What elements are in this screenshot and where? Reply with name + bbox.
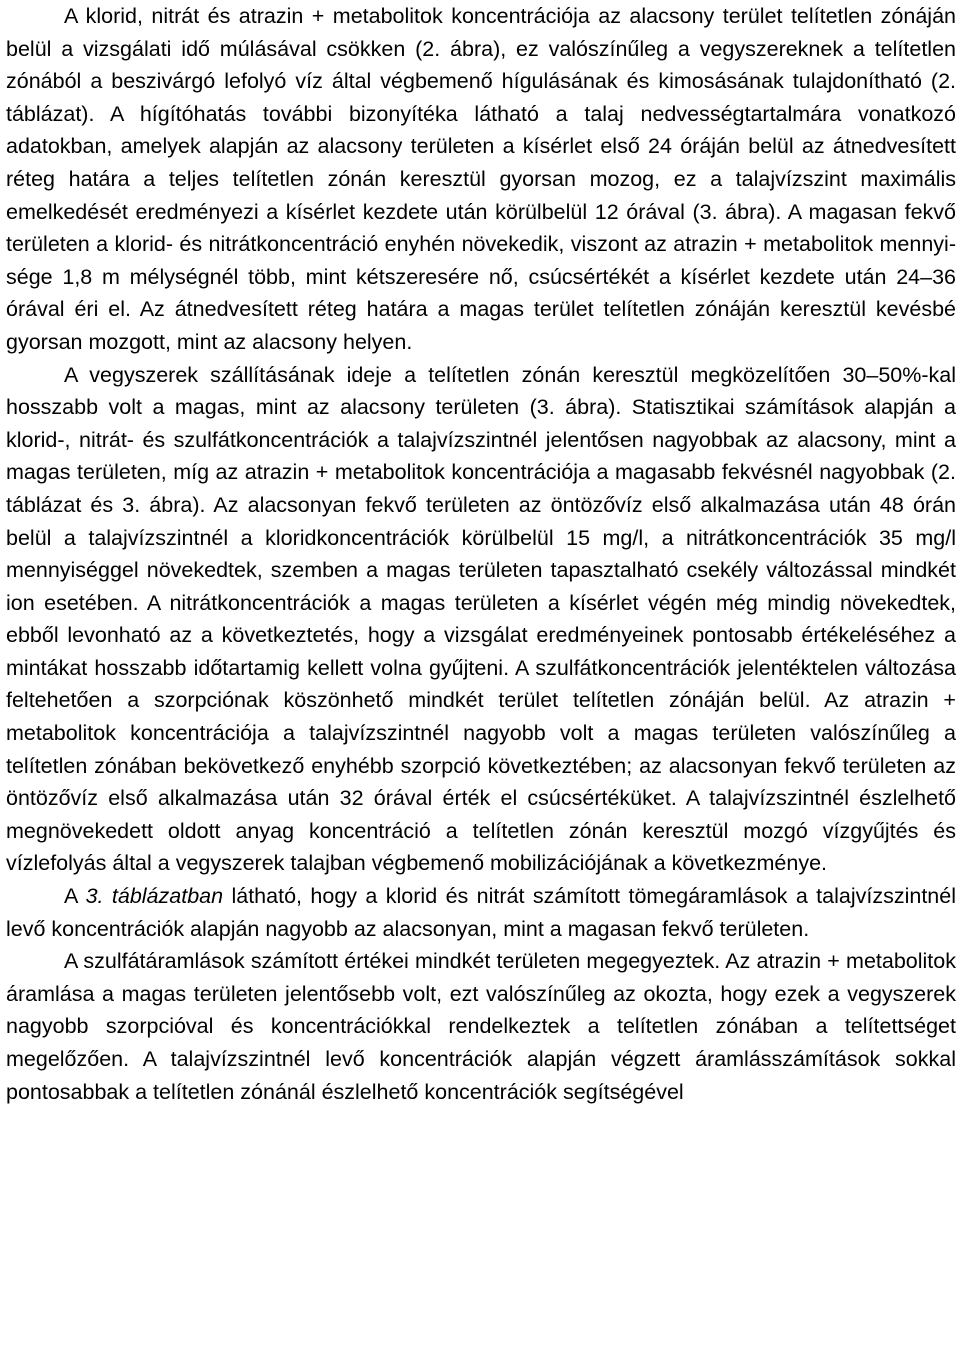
table-reference: 3. táblázatban [85,884,224,909]
paragraph-4: A szulfátáramlások számított értékei mindkét területen megegyeztek. Az atrazin + metabolitok áramlása a magas területen jelentősebb volt, ezt valószínűleg az okozta, hogy ezek a vegyszerek nagyobb szorpcióval és koncentrációkkal rendelkeztek a telítetlen zónában a telítettséget megelőzően. A talajvízszintnél levő koncentrációk alapján végzett áramlásszámítások sokkal pontosabbak a telítetlen zónánál észlelhető koncentrációk segítségével [6,949,956,1104]
paragraph-3 [6,880,956,945]
paragraph-1: A klorid, nitrát és atrazin + metabolitok koncentrációja az alacsony terület telítetlen zónáján belül a vizsgálati idő múlásával csökken (2. ábra), ez valószínűleg a vegyszereknek a telítetlen zónából a beszivárgó lefolyó víz által végbemenő hígulásának és kimosásának tulajdonítható (2. táblázat). A hígítóhatás további bizonyítéka látható a talaj nedvességtartalmára vonatkozó adatokban, amelyek alapján az alacsony területen a kísérlet első 24 óráján belül az átnedvesített réteg határa a teljes telítetlen zónán keresztül gyorsan mozog, ez a talajvízszint maximális emelkedését eredményezi a kísérlet kezdete után körülbelül 12 órával (3. ábra). A magasan fekvő területen a klorid- és nitrátkoncentráció enyhén növekedik, viszont az atrazin + metabolitok mennyisége 1,8 m mélységnél több, mint kétszeresére nő, csúcsértékét a kísérlet kezdete után 24–36 órával éri el. Az átnedvesített réteg határa a magas terület telítetlen zónáján keresztül kevésbé gyorsan mozgott, mint az alacsony helyen. [6,4,956,354]
document-page [6,0,956,1108]
paragraph-2: A vegyszerek szállításának ideje a telítetlen zónán keresztül megközelítően 30–50%-kal hosszabb volt a magas, mint az alacsony területen (3. ábra). Statisztikai számítások alapján a klorid-, nitrát- és szulfátkoncentrációk a talajvízszintnél jelentősen nagyobbak az alacsony, mint a magas területen, míg az atrazin + metabolitok koncentrációja a magasabb fekvésnél nagyobbak (2. táblázat és 3. ábra). Az alacsonyan fekvő területen az öntözővíz első alkalmazása után 48 órán belül a talajvízszintnél a kloridkoncentrációk körülbelül 15 mg/l, a nitrátkoncentrációk 35 mg/l mennyiséggel növekedtek, szemben a magas területen tapasztalható csekély változással mindkét ion esetében. A nitrátkoncentrációk a magas területen a kísérlet végén még mindig növekedtek, ebből levonható az a következtetés, hogy a vizsgálat eredményeinek pontosabb értékeléséhez a mintákat hosszabb időtartamig kellett volna gyűjteni. A szulfátkoncentrációk jelentéktelen változása feltehetően a szorpciónak köszönhető mindkét terület telítetlen zónáján belül. Az atrazin + metabolitok koncentrációja a talajvízszintnél nagyobb volt a magas területen valószínűleg a telítetlen zónában bekövetkező enyhébb szorpció következtében; az alacsonyan fekvő területen az öntözővíz első alkalmazása után 32 órával érték el csúcsértéküket. A talajvízszintnél észlelhető megnövekedett oldott anyag koncentráció a telítetlen zónán keresztül mozgó vízgyűjtés és vízlefolyás által a vegyszerek talajban végbemenő mobilizációjának a következménye. [6,362,956,876]
paragraph-3-rest: látható, hogy a klorid és nitrát számított tömegáramlások a talajvízszintnél levő koncentrációk alapján nagyobb az alacsonyan, mint a magasan fekvő területen. [6,884,956,941]
paragraph-3-lead: A [64,884,86,909]
